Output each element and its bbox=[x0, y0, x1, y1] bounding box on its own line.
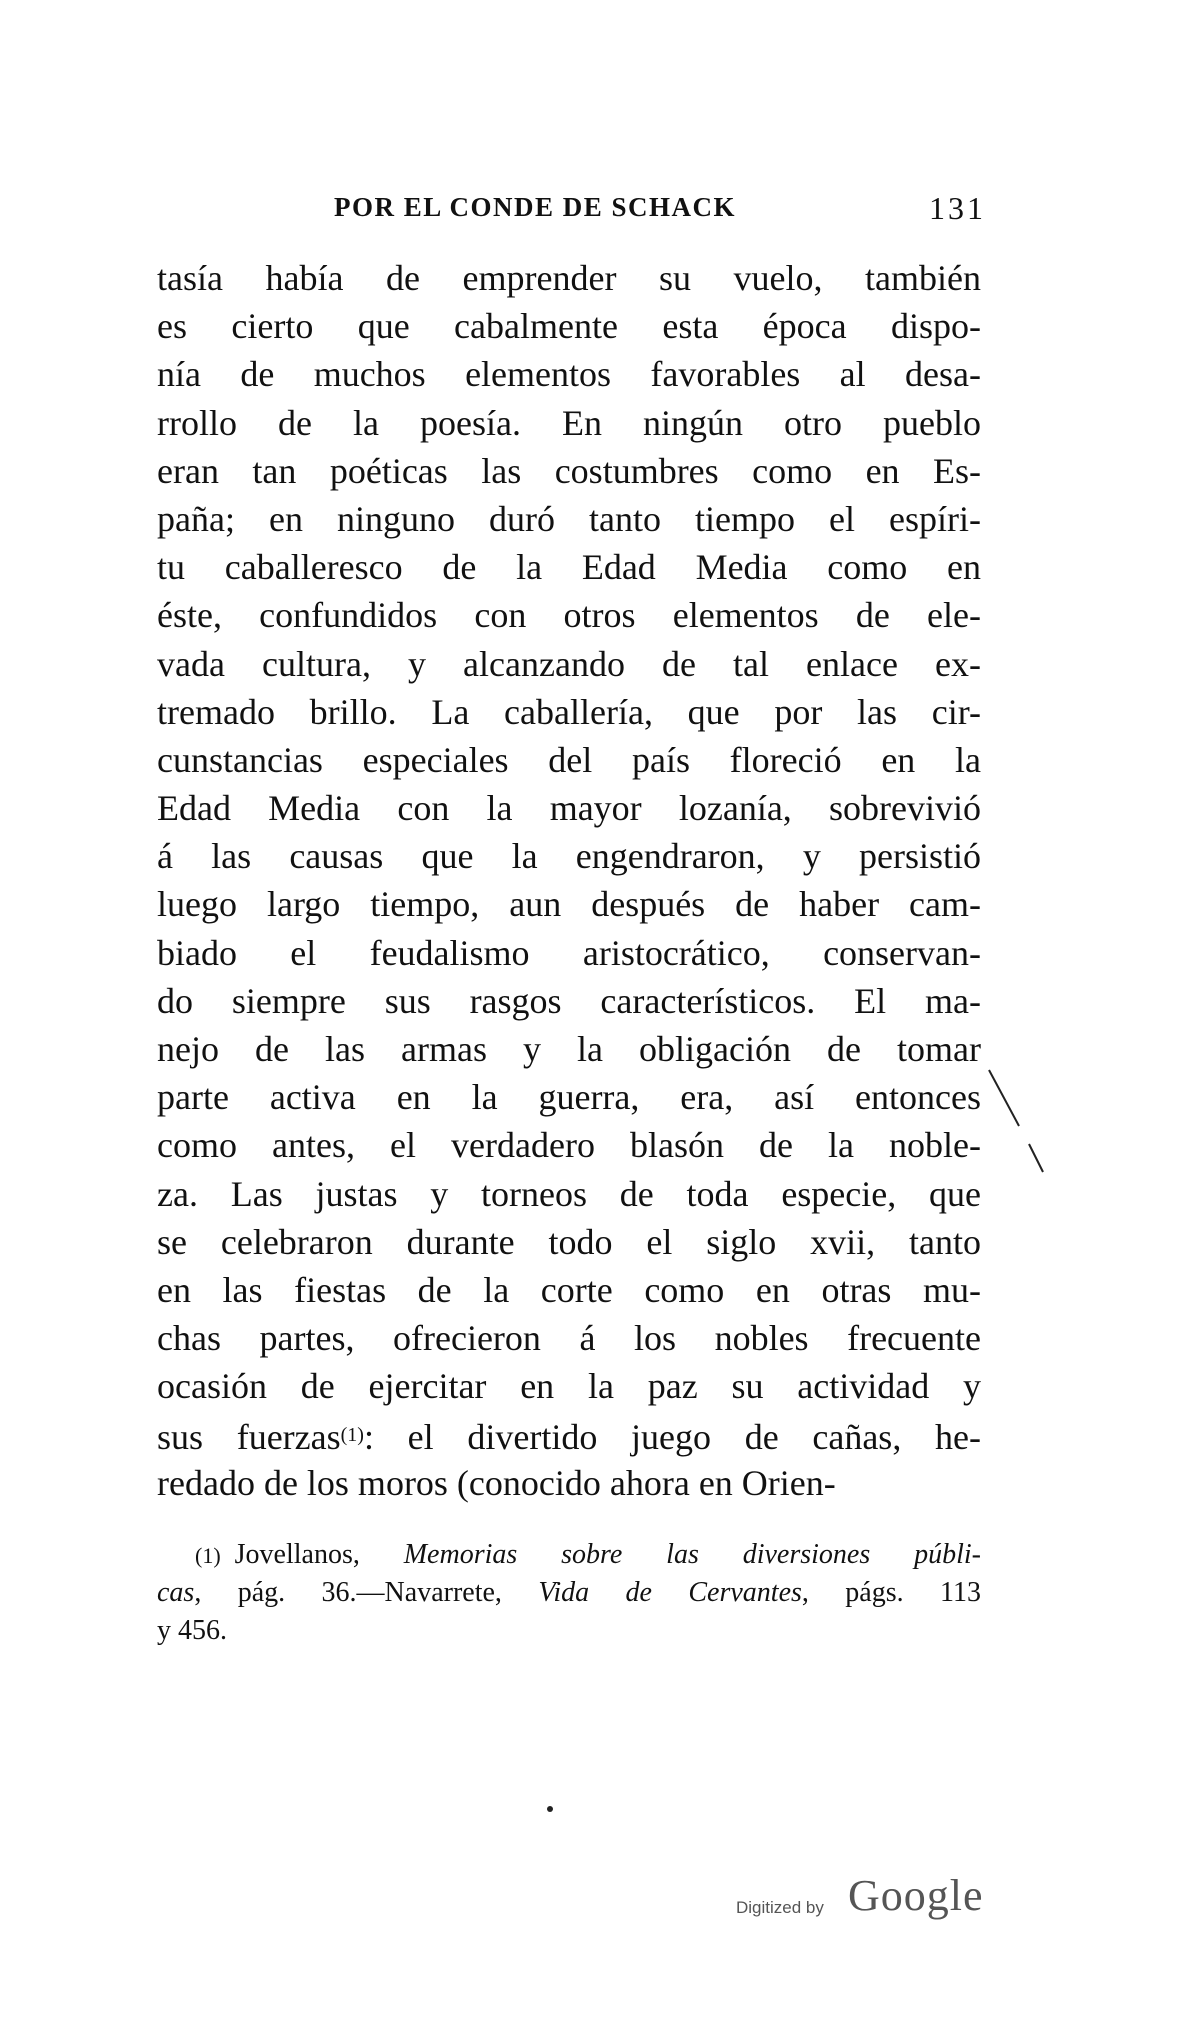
text-line: nía de muchos elementos favorables al desa- bbox=[157, 354, 981, 395]
digitization-watermark bbox=[736, 1870, 996, 1930]
footnote-line: y 456. bbox=[157, 1615, 227, 1646]
footnote-title: Memorias sobre las diversiones públi- bbox=[403, 1539, 981, 1570]
text-line: za. Las justas y torneos de toda especie, que bbox=[157, 1173, 981, 1214]
footnote-line bbox=[157, 1574, 981, 1612]
footnote-title: cas bbox=[157, 1577, 195, 1608]
text-line: biado el feudalismo aristocrático, conservan- bbox=[157, 932, 981, 973]
text-line: cunstancias especiales del país floreció en la bbox=[157, 739, 981, 780]
footnote-text: , pág. 36.—Navarrete, bbox=[194, 1577, 539, 1608]
text-line-with-footnote-ref bbox=[157, 1411, 981, 1459]
text-line: como antes, el verdadero blasón de la noble- bbox=[157, 1125, 981, 1166]
text-line: luego largo tiempo, aun después de haber cam- bbox=[157, 884, 981, 925]
page-number: 131 bbox=[929, 190, 986, 226]
text-line: tu caballeresco de la Edad Media como en bbox=[157, 547, 981, 588]
text-line: Edad Media con la mayor lozanía, sobrevivió bbox=[157, 788, 981, 829]
running-title: POR EL CONDE DE SCHACK bbox=[334, 192, 737, 222]
text-line: rrollo de la poesía. En ningún otro pueblo bbox=[157, 402, 981, 443]
text-fragment: : el divertido juego de cañas, he- bbox=[363, 1416, 981, 1457]
running-head bbox=[334, 192, 986, 232]
text-line: se celebraron durante todo el siglo xvii, tanto bbox=[157, 1221, 981, 1262]
footnote-author: Jovellanos, bbox=[234, 1539, 404, 1570]
text-line: chas partes, ofrecieron á los nobles frecuente bbox=[157, 1318, 981, 1359]
watermark-prefix: Digitized by bbox=[736, 1898, 824, 1917]
watermark-brand-logo: Google bbox=[848, 1871, 984, 1920]
footnote-title: Vida de Cervantes bbox=[538, 1577, 802, 1608]
text-line: ocasión de ejercitar en la paz su actividad y bbox=[157, 1366, 981, 1407]
text-line: á las causas que la engendraron, y persistió bbox=[157, 836, 981, 877]
text-line: redado de los moros (conocido ahora en Orien- bbox=[157, 1462, 836, 1503]
footnote-reference[interactable]: (1) bbox=[340, 1423, 364, 1446]
text-line: es cierto que cabalmente esta época dispo- bbox=[157, 306, 981, 347]
main-text bbox=[157, 254, 981, 1507]
text-line: paña; en ninguno duró tanto tiempo el espíri- bbox=[157, 498, 981, 539]
text-line: do siempre sus rasgos característicos. El ma- bbox=[157, 980, 981, 1021]
text-line: tasía había de emprender su vuelo, también bbox=[157, 258, 981, 298]
text-fragment: sus fuerzas bbox=[157, 1416, 341, 1457]
pencil-stroke bbox=[989, 1070, 1019, 1126]
footnote-marker: (1) bbox=[195, 1543, 221, 1568]
footnote-text: , págs. 113 bbox=[801, 1577, 981, 1608]
text-line: eran tan poéticas las costumbres como en Es- bbox=[157, 450, 981, 491]
margin-pencil-mark bbox=[985, 1068, 1065, 1178]
text-line: nejo de las armas y la obligación de tomar bbox=[157, 1029, 981, 1069]
text-line: vada cultura, y alcanzando de tal enlace ex- bbox=[157, 643, 981, 684]
text-line: en las fiestas de la corte como en otras mu- bbox=[157, 1269, 981, 1310]
text-line: éste, confundidos con otros elementos de ele- bbox=[157, 595, 981, 636]
stray-ink-dot bbox=[545, 1804, 555, 1814]
text-line: parte activa en la guerra, era, así entonces bbox=[157, 1077, 981, 1118]
footnote-line bbox=[157, 1536, 981, 1574]
text-line: tremado brillo. La caballería, que por las cir- bbox=[157, 691, 981, 732]
footnote-block bbox=[157, 1536, 981, 1650]
pencil-stroke bbox=[1029, 1144, 1043, 1172]
